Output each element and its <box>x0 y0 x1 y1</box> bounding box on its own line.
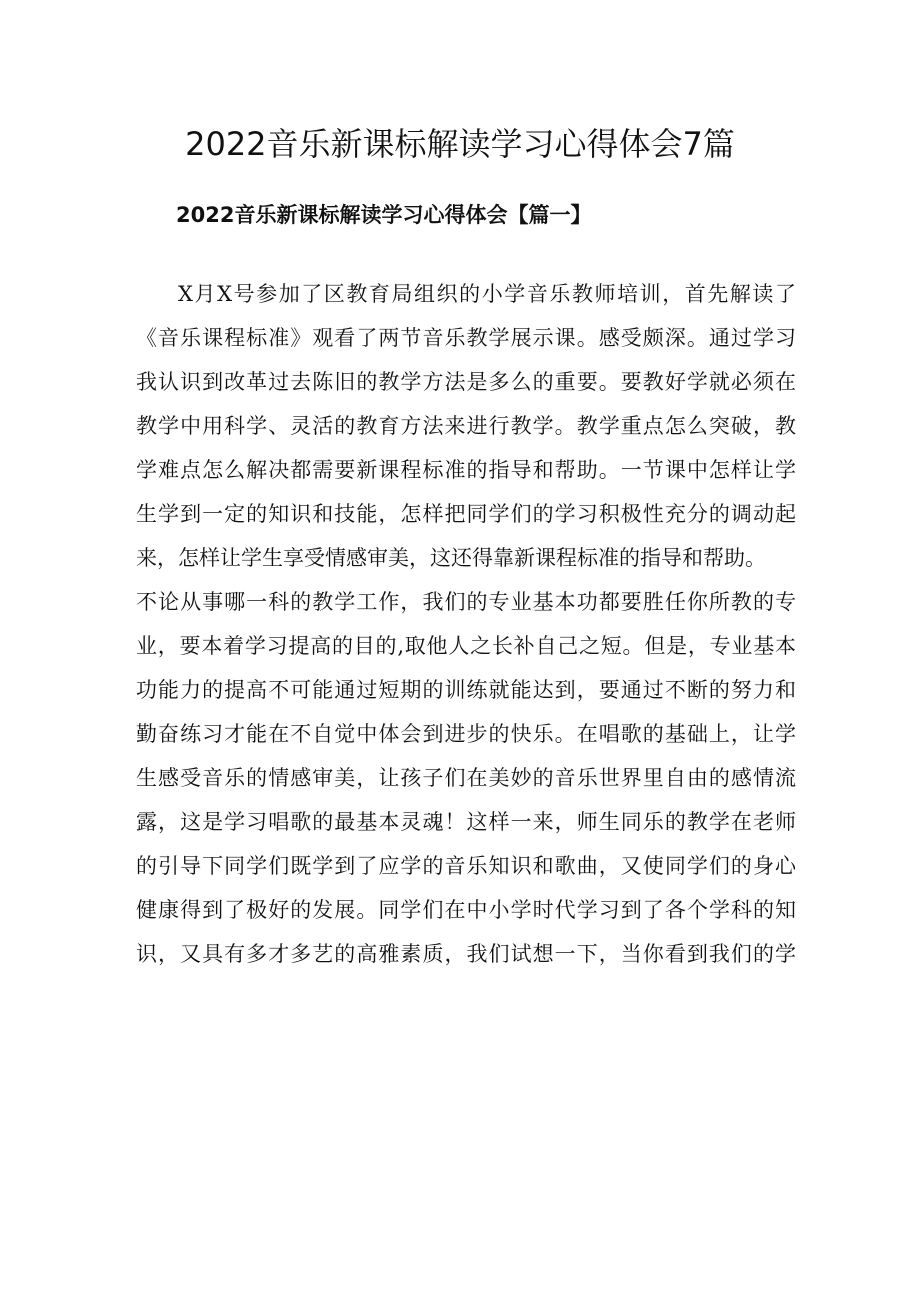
body-line: 功能力的提高不可能通过短期的训练就能达到，要通过不断的努力和 <box>136 678 796 702</box>
body-line: 《音乐课程标准》观看了两节音乐教学展示课。感受颇深。通过学习 <box>136 326 796 350</box>
section-heading: 2022音乐新课标解读学习心得体会【篇一】 <box>176 203 592 227</box>
body-line: 生感受音乐的情感审美，让孩子们在美妙的音乐世界里自由的感情流 <box>136 766 796 790</box>
body-line: 教学中用科学、灵活的教育方法来进行教学。教学重点怎么突破，教 <box>136 414 796 438</box>
body-line: 勤奋练习才能在不自觉中体会到进步的快乐。在唱歌的基础上，让学 <box>136 722 796 746</box>
body-line: 生学到一定的知识和技能，怎样把同学们的学习积极性充分的调动起 <box>136 502 796 526</box>
body-line: 露，这是学习唱歌的最基本灵魂！这样一来，师生同乐的教学在老师 <box>136 810 796 834</box>
body-line: 我认识到改革过去陈旧的教学方法是多么的重要。要教好学就必须在 <box>136 370 796 394</box>
body-line: 学难点怎么解决都需要新课程标准的指导和帮助。一节课中怎样让学 <box>136 458 796 482</box>
body-line: 识，又具有多才多艺的高雅素质，我们试想一下，当你看到我们的学 <box>136 942 796 966</box>
body-paragraph <box>136 272 796 976</box>
body-line: 业，要本着学习提高的目的,取他人之长补自己之短。但是，专业基本 <box>136 634 796 658</box>
document-title: 2022音乐新课标解读学习心得体会7篇 <box>185 125 735 163</box>
body-line: X月X号参加了区教育局组织的小学音乐教师培训，首先解读了 <box>178 282 796 306</box>
body-line: 健康得到了极好的发展。同学们在中小学时代学习到了各个学科的知 <box>136 898 796 922</box>
body-line: 的引导下同学们既学到了应学的音乐知识和歌曲，又使同学们的身心 <box>136 854 796 878</box>
body-line: 来，怎样让学生享受情感审美，这还得靠新课程标准的指导和帮助。 <box>136 546 766 570</box>
body-line: 不论从事哪一科的教学工作，我们的专业基本功都要胜任你所教的专 <box>136 590 796 614</box>
